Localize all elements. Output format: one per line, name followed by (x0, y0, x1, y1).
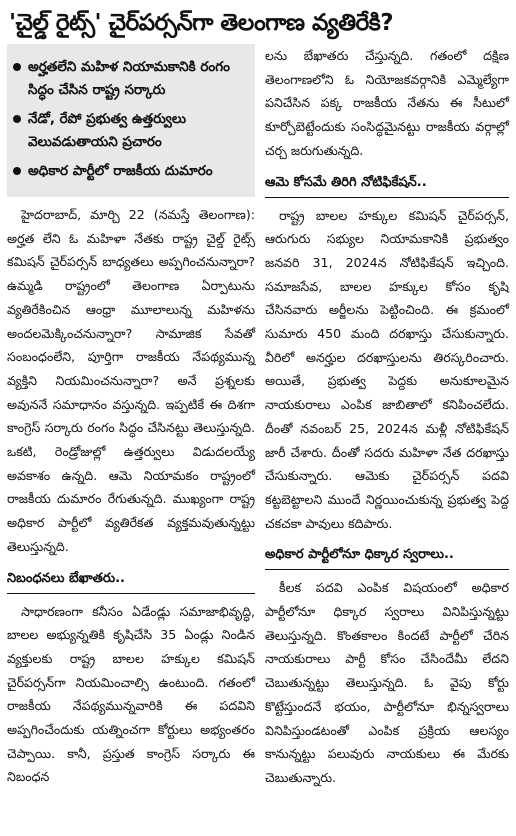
subheading-rules (7, 569, 255, 594)
subheading-rule (265, 197, 509, 198)
body-paragraph: రాష్ట్ర బాలల హక్కుల కమిషన్ చైర్‌పర్సన్, ఆరుగురు సభ్యుల నియామకానికి ప్రభుత్వం జనవరి 31, 2024న నోటిఫికేషన్ ఇచ్చింది. సమాజసేవ, బాలల హక్కుల కోసం కృషి చేసినవారు అర్జీలను పెట్టించింది. ఈ క్రమంలో సుమారు 450 మంది దరఖాస్తు చేసుకున్నారు. వీరిలో అనర్హుల దరఖాస్తులను తిరస్కరించారు. అయితే, ప్రభుత్వ పెద్దకు అనుకూలమైన నాయకురాలు ఎంపిక జాబితాలో కనిపించలేదు. దీంతో నవంబర్ 25, 2024న మళ్లీ నోటిఫికేషన్ జారీ చేశారు. దీంతో సదరు మహిళా నేత దరఖాస్తు చేసుకున్నారు. ఆమెకు చైర్‌పర్సన్ పదవి కట్టబెట్టాలని ముందే నిర్ణయించుకున్న ప్రభుత్వ పెద్ద చకచకా పావులు కదిపారు. (265, 207, 509, 531)
continued-paragraph: లను బేఖాతరు చేస్తున్నది. గతంలో దక్షిణ తెలంగాణలోని ఓ నియోజకవర్గానికి ఎమ్మెల్యేగా పనిచేసిన పక్క రాజకీయ నేతను ఈ సీటులో కూర్చోబెట్టేందుకు సంసిద్ధమైనట్టు రాజకీయ వర్గాల్లో చర్చ జరుగుతున్నది. (265, 48, 509, 158)
subheading-notification (265, 173, 509, 198)
body-paragraph: సాధారణంగా కనీసం ఏడేండ్లు సమాజాభివృద్ధి, బాలల అభ్యున్నతికి కృషిచేసి 35 ఏండ్లు నిండిన వ్యక్తులకు రాష్ట్ర బాలల హక్కుల కమిషన్ చైర్‌పర్సన్‌గా నియమించాల్సి ఉంటుంది. గతంలో రాజకీయ నేపథ్యమున్నవారికి ఈ పదవిని అప్పగించేందుకు యత్నించగా కోర్టులు అభ్యంతరం చెప్పాయి. కానీ, ప్రస్తుత కాంగ్రెస్ సర్కారు ఈ నిబంధన (7, 603, 255, 785)
subheading-rule (7, 593, 255, 594)
right-column (265, 44, 509, 790)
highlight-text: అర్హతలేని మహిళ నియామకానికి రంగం సిద్ధం చేసిన రాష్ట్ర సర్కారు (28, 59, 230, 98)
highlight-text: నేడో, రేపో ప్రభుత్వ ఉత్తర్వులు వెలువడుతాయని ప్రచారం (28, 111, 187, 150)
subheading-text: ఆమె కోసమే తిరిగి నోటిఫికేషన్.. (265, 174, 427, 190)
highlight-item (13, 108, 249, 154)
bullet-icon (13, 115, 21, 123)
bullet-icon (13, 63, 21, 71)
highlight-item (13, 160, 249, 183)
article-columns (7, 44, 509, 790)
subheading-text: నిబంధనలు బేఖాతరు.. (7, 570, 125, 586)
headline: 'చైల్డ్ రైట్స్' చైర్‌పర్సన్‌గా తెలంగాణ వ్యతిరేకి? (9, 10, 394, 36)
highlights-box (7, 44, 255, 197)
subheading-text: అధికార పార్టీలోనూ ధిక్కార స్వరాలు.. (265, 547, 454, 563)
subheading-rule (265, 569, 509, 570)
bullet-icon (13, 167, 21, 175)
subheading-dissent (265, 545, 509, 570)
highlight-item (13, 56, 249, 102)
lead-paragraph: హైదరాబాద్, మార్చి 22 (నమస్తే తెలంగాణ): అర్హత లేని ఓ మహిళా నేతకు రాష్ట్ర చైల్డ్ రైట్స్ కమిషన్ చైర్‌పర్సన్ బాధ్యతలు అప్పగించనున్నారా? ఉమ్మడి రాష్ట్రంలో తెలంగాణ ఏర్పాటును వ్యతిరేకించిన ఆంధ్రా మూలాలున్న మహిళను అందలమెక్కించనున్నారా? సామాజిక సేవతో సంబంధంలేని, పూర్తిగా రాజకీయ నేపథ్యమున్న వ్యక్తిని నియమించనున్నారా? అనే ప్రశ్నలకు అవుననే సమాధానం వస్తున్నది. ఇప్పటికే ఈ దిశగా కాంగ్రెస్ సర్కారు రంగం సిద్ధం చేసినట్టు తెలుస్తున్నది. ఒకటి, రెండ్రోజుల్లో ఉత్తర్వులు విడుదలయ్యే అవకాశం ఉన్నది. ఆమె నియామకం రాష్ట్రంలో రాజకీయ దుమారం రేగుతున్నది. ముఖ్యంగా రాష్ట్ర అధికార పార్టీలో వ్యతిరేకత వ్యక్తమవుతున్నట్టు తెలుస్తున్నది. (7, 207, 255, 554)
left-column (7, 44, 255, 790)
highlight-text: అధికార పార్టీలో రాజకీయ దుమారం (28, 163, 213, 179)
body-paragraph: కీలక పదవి ఎంపిక విషయంలో అధికార పార్టీలోనూ ధిక్కార స్వరాలు వినిపిస్తున్నట్టు తెలుస్తున్నది. కొంతకాలం కిందటే పార్టీలో చేరిన నాయకురాలు పార్టీ కోసం చేసిందేమీ లేదని చెబుతున్నట్టు తెలుస్తున్నది. ఓ వైపు కోర్టు కొట్టేస్తుందనే భయం, పార్టీలోనూ భిన్నస్వరాలు వినిపిస్తుండటంతో ఎంపిక ప్రక్రియ ఆలస్యం కానున్నట్టు పలువురు నాయకులు ఈ మేరకు చెబుతున్నారు. (265, 580, 509, 785)
